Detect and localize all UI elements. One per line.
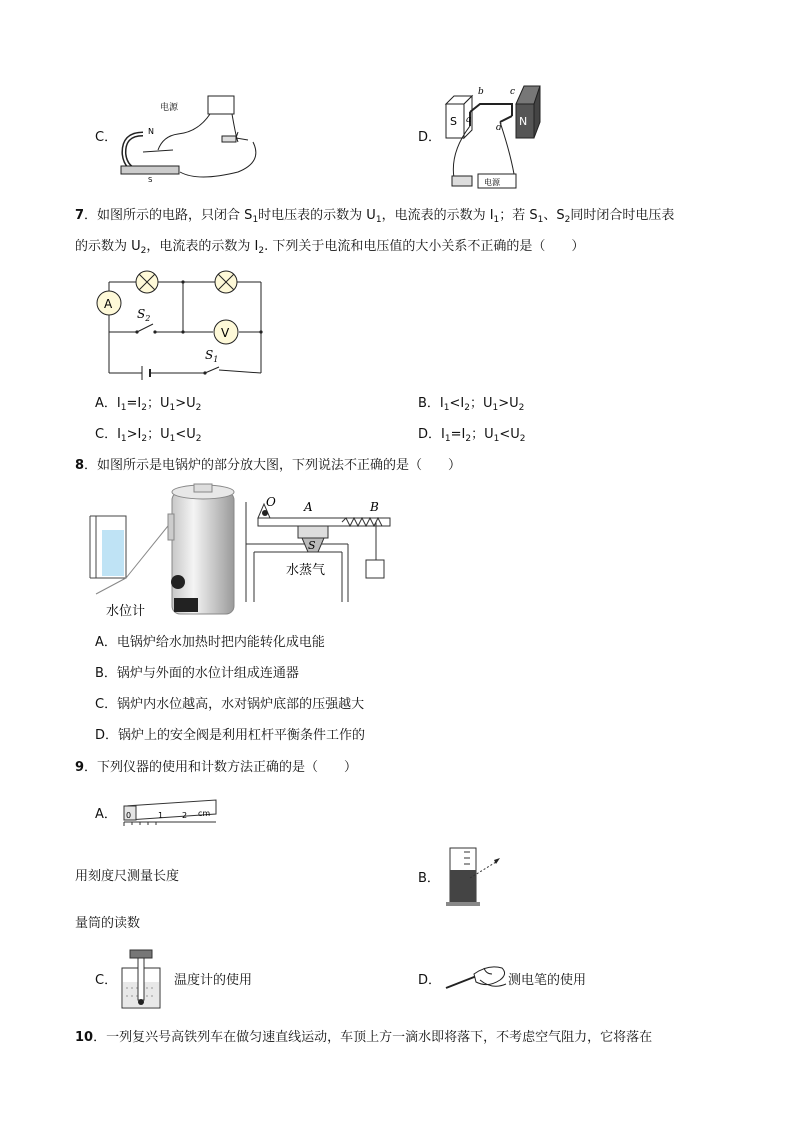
q7-stem-b: 时电压表的示数为 U bbox=[258, 208, 376, 223]
q6-figure-c-power-label: 电源 bbox=[160, 103, 179, 113]
q9-stem bbox=[75, 759, 357, 777]
q6-figure-c-n-label: N bbox=[148, 127, 154, 136]
q8-option-b[interactable]: B．锅炉与外面的水位计组成连通器 bbox=[95, 666, 299, 681]
ruler-tick-0: 0 bbox=[126, 811, 132, 820]
q8-valve-s-label: S bbox=[308, 539, 316, 552]
q6-option-d-label: D． bbox=[418, 130, 442, 145]
q6-figure-d-power-label: 电源 bbox=[484, 178, 500, 187]
q8-option-d[interactable]: D．锅炉上的安全阀是利用杠杆平衡条件工作的 bbox=[95, 728, 366, 743]
ruler-tick-1: 1 bbox=[158, 811, 164, 820]
q9-option-d-label[interactable]: D． bbox=[418, 973, 442, 988]
q7-voltmeter-label: V bbox=[221, 326, 230, 340]
q9-test-pen-figure bbox=[440, 960, 510, 996]
q7-stem-d-sub: 1 bbox=[537, 215, 544, 225]
q6-figure-d bbox=[440, 82, 544, 194]
q6-figure-d-b-label: b bbox=[478, 87, 484, 97]
q10-number: 10 bbox=[75, 1030, 94, 1045]
q9-option-b-label[interactable]: B． bbox=[418, 871, 440, 886]
q7-circuit-diagram bbox=[93, 268, 273, 384]
q6-figure-d-s-label: S bbox=[450, 115, 457, 128]
q8-pivot-o-label: O bbox=[266, 495, 276, 509]
q6-figure-d-d-label: d bbox=[496, 123, 502, 133]
q8-steam-label: 水蒸气 bbox=[286, 563, 326, 578]
q7-stem-d: ；若 S bbox=[499, 208, 538, 223]
q8-number: 8 bbox=[75, 458, 85, 473]
q9-option-c-text: 温度计的使用 bbox=[174, 973, 253, 988]
q7-switch-s2-label: $S_2$ bbox=[137, 307, 151, 323]
q7-stem-b-sub: 1 bbox=[375, 215, 382, 225]
q7-stem-a-sub: 1 bbox=[252, 215, 259, 225]
q7-option-a[interactable]: A．$I_1=I_2$；$U_1>U_2$ bbox=[95, 396, 202, 413]
q7-line2-a: 的示数为 U bbox=[75, 239, 141, 254]
q7-stem-e: 、S bbox=[543, 208, 565, 223]
q8-stem bbox=[75, 457, 461, 475]
q9-cylinder-figure bbox=[444, 840, 504, 908]
q7-stem-line2 bbox=[75, 238, 584, 256]
q7-stem-c: ，电流表的示数为 I bbox=[381, 208, 494, 223]
q7-stem-f: 同时闭合时电压表 bbox=[570, 208, 675, 223]
q7-option-b[interactable]: B．$I_1<I_2$；$U_1>U_2$ bbox=[418, 396, 525, 413]
q6-figure-d-n-label: N bbox=[519, 115, 528, 128]
q7-stem-line1 bbox=[75, 207, 674, 225]
q9-option-c-label[interactable]: C． bbox=[95, 973, 118, 988]
q9-number: 9 bbox=[75, 760, 85, 775]
q7-number: 7 bbox=[75, 208, 85, 223]
q7-line2-a-sub: 2 bbox=[140, 246, 147, 256]
q7-option-d[interactable]: D．$I_1=I_2$；$U_1<U_2$ bbox=[418, 427, 526, 444]
q9-option-a-label[interactable]: A． bbox=[95, 807, 117, 822]
q8-water-gauge-label: 水位计 bbox=[106, 604, 146, 619]
q9-option-a-text: 用刻度尺测量长度 bbox=[75, 869, 180, 884]
q9-stem-text: ．下列仪器的使用和计数方法正确的是（ ） bbox=[84, 760, 358, 775]
q7-line2-b-sub: 2 bbox=[258, 246, 265, 256]
q8-boiler-figure bbox=[90, 482, 400, 622]
q6-figure-d-a-label: a bbox=[466, 115, 472, 125]
q8-option-a[interactable]: A．电锅炉给水加热时把内能转化成电能 bbox=[95, 635, 325, 650]
q6-figure-d-c-label: c bbox=[510, 87, 516, 97]
q7-ammeter-label: A bbox=[104, 297, 113, 311]
q9-ruler-figure bbox=[120, 792, 220, 834]
q8-point-a-label: A bbox=[304, 500, 313, 514]
q7-line2-b: ，电流表的示数为 I bbox=[146, 239, 259, 254]
q7-switch-s1-label: $S_1$ bbox=[205, 348, 219, 364]
q9-option-d-text: 测电笔的使用 bbox=[508, 973, 587, 988]
q7-option-c[interactable]: C．$I_1>I_2$；$U_1<U_2$ bbox=[95, 427, 202, 444]
ruler-unit-cm: cm bbox=[198, 809, 211, 818]
q6-option-c-label: C． bbox=[95, 130, 118, 145]
q9-thermometer-figure bbox=[118, 948, 166, 1012]
ruler-tick-2: 2 bbox=[182, 811, 188, 820]
q6-figure-c bbox=[118, 92, 268, 182]
q7-line2-c: . 下列关于电流和电压值的大小关系不正确的是（ ） bbox=[264, 239, 585, 254]
q9-option-b-text: 量筒的读数 bbox=[75, 916, 141, 931]
q7-stem-e-sub: 2 bbox=[564, 215, 571, 225]
q6-figure-c-s-label: S bbox=[148, 176, 153, 184]
q8-stem-text: ．如图所示是电锅炉的部分放大图，下列说法不正确的是（ ） bbox=[84, 458, 462, 473]
q10-stem-text: ．一列复兴号高铁列车在做匀速直线运动，车顶上方一滴水即将落下，不考虑空气阻力，它将落在 bbox=[93, 1030, 653, 1045]
q10-stem bbox=[75, 1029, 652, 1047]
q8-point-b-label: B bbox=[370, 500, 379, 514]
q7-stem-a: ．如图所示的电路，只闭合 S bbox=[84, 208, 253, 223]
q7-stem-c-sub: 1 bbox=[493, 215, 500, 225]
q8-option-c[interactable]: C．锅炉内水位越高，水对锅炉底部的压强越大 bbox=[95, 697, 365, 712]
